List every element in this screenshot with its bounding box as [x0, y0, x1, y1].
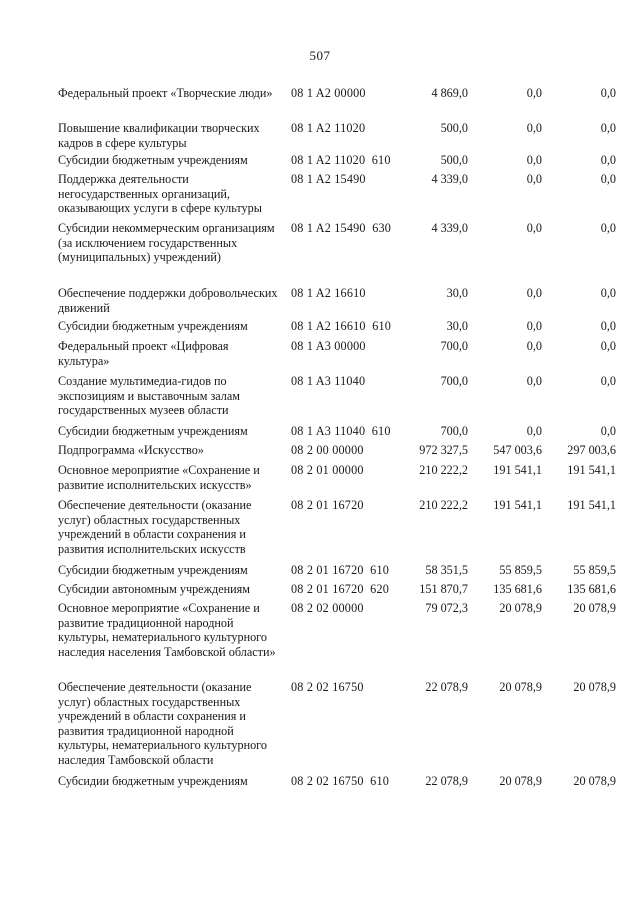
row-value-2: 20 078,9 — [499, 680, 542, 694]
row-value-1: 58 351,5 — [425, 563, 468, 577]
row-value-2: 20 078,9 — [499, 774, 542, 788]
row-value-2: 191 541,1 — [493, 463, 542, 477]
row-code: 08 2 02 16750 — [291, 680, 364, 694]
row-code: 08 1 A2 00000 — [291, 86, 366, 100]
row-value-1: 4 339,0 — [431, 172, 468, 186]
row-value-2: 0,0 — [526, 172, 542, 186]
row-value-3: 0,0 — [600, 153, 616, 167]
row-description: Федеральный проект «Цифровая культура» — [58, 339, 229, 368]
row-value-3: 55 859,5 — [573, 563, 616, 577]
row-code: 08 2 02 16750 610 — [291, 774, 390, 788]
row-description: Обеспечение поддержки добровольческих движений — [58, 286, 278, 315]
row-value-3: 20 078,9 — [573, 601, 616, 615]
row-value-2: 0,0 — [526, 319, 542, 333]
row-code: 08 2 01 16720 610 — [291, 563, 390, 577]
row-description: Подпрограмма «Искусство» — [58, 443, 204, 457]
row-code: 08 1 A2 16610 610 — [291, 319, 392, 333]
row-code: 08 2 01 00000 — [291, 463, 364, 477]
row-code: 08 2 02 00000 — [291, 601, 364, 615]
row-code: 08 1 A2 16610 — [291, 286, 366, 300]
row-code: 08 1 A3 00000 — [291, 339, 366, 353]
row-code: 08 1 A2 15490 — [291, 172, 366, 186]
row-value-3: 297 003,6 — [567, 443, 616, 457]
row-description: Субсидии бюджетным учреждениям — [58, 424, 248, 438]
row-value-3: 20 078,9 — [573, 774, 616, 788]
row-value-3: 0,0 — [600, 86, 616, 100]
row-value-3: 191 541,1 — [567, 498, 616, 512]
row-value-1: 700,0 — [440, 374, 468, 388]
row-value-2: 0,0 — [526, 121, 542, 135]
row-value-3: 0,0 — [600, 121, 616, 135]
row-description: Федеральный проект «Творческие люди» — [58, 86, 273, 100]
row-description: Субсидии бюджетным учреждениям — [58, 153, 248, 167]
row-value-3: 0,0 — [600, 374, 616, 388]
row-value-2: 0,0 — [526, 339, 542, 353]
row-value-1: 500,0 — [440, 153, 468, 167]
row-description: Основное мероприятие «Сохранение и развитие традиционной народной культуры, нематериального культурного наследия населения Тамбовской области» — [58, 601, 276, 659]
row-value-1: 500,0 — [440, 121, 468, 135]
row-value-3: 0,0 — [600, 172, 616, 186]
row-description: Обеспечение деятельности (оказание услуг) областных государственных учреждений в области сохранения и развития исполнительских искусств — [58, 498, 252, 556]
row-code: 08 1 A2 11020 — [291, 121, 366, 135]
row-value-3: 0,0 — [600, 286, 616, 300]
row-description: Поддержка деятельности негосударственных организаций, оказывающих услуги в сфере культуры — [58, 172, 262, 216]
row-value-2: 0,0 — [526, 153, 542, 167]
row-code: 08 2 01 16720 — [291, 498, 364, 512]
row-code: 08 1 A3 11040 610 — [291, 424, 391, 438]
row-description: Субсидии автономным учреждениям — [58, 582, 250, 596]
row-description: Создание мультимедиа-гидов по экспозициям и выставочным залам государственных музеев области — [58, 374, 241, 418]
row-value-1: 30,0 — [446, 319, 468, 333]
row-value-3: 0,0 — [600, 424, 616, 438]
row-value-1: 210 222,2 — [419, 463, 468, 477]
row-value-3: 191 541,1 — [567, 463, 616, 477]
row-value-2: 20 078,9 — [499, 601, 542, 615]
row-value-1: 700,0 — [440, 424, 468, 438]
row-code: 08 1 A3 11040 — [291, 374, 366, 388]
row-value-2: 55 859,5 — [499, 563, 542, 577]
row-description: Повышение квалификации творческих кадров в сфере культуры — [58, 121, 260, 150]
row-value-1: 151 870,7 — [419, 582, 468, 596]
row-value-3: 0,0 — [600, 221, 616, 235]
row-value-3: 0,0 — [600, 319, 616, 333]
row-description: Субсидии бюджетным учреждениям — [58, 774, 248, 788]
row-value-2: 0,0 — [526, 424, 542, 438]
row-value-1: 30,0 — [446, 286, 468, 300]
row-description: Обеспечение деятельности (оказание услуг) областных государственных учреждений в области сохранения и развития традиционной народной культуры, нематериального культурного наследия Тамбовской области — [58, 680, 267, 767]
row-value-2: 547 003,6 — [493, 443, 542, 457]
row-value-1: 4 339,0 — [431, 221, 468, 235]
row-value-2: 0,0 — [526, 286, 542, 300]
row-value-2: 0,0 — [526, 221, 542, 235]
row-value-1: 972 327,5 — [419, 443, 468, 457]
row-value-2: 135 681,6 — [493, 582, 542, 596]
row-value-1: 210 222,2 — [419, 498, 468, 512]
row-code: 08 2 00 00000 — [291, 443, 364, 457]
row-value-3: 135 681,6 — [567, 582, 616, 596]
row-value-3: 0,0 — [600, 339, 616, 353]
row-description: Субсидии бюджетным учреждениям — [58, 319, 248, 333]
row-code: 08 2 01 16720 620 — [291, 582, 390, 596]
row-value-1: 700,0 — [440, 339, 468, 353]
row-code: 08 1 A2 15490 630 — [291, 221, 392, 235]
page-number: 507 — [309, 48, 331, 63]
row-value-1: 4 869,0 — [431, 86, 468, 100]
row-value-2: 0,0 — [526, 86, 542, 100]
row-description: Основное мероприятие «Сохранение и развитие исполнительских искусств» — [58, 463, 260, 492]
row-value-1: 22 078,9 — [425, 680, 468, 694]
row-code: 08 1 A2 11020 610 — [291, 153, 391, 167]
row-description: Субсидии бюджетным учреждениям — [58, 563, 248, 577]
row-value-2: 191 541,1 — [493, 498, 542, 512]
row-value-2: 0,0 — [526, 374, 542, 388]
row-value-3: 20 078,9 — [573, 680, 616, 694]
row-description: Субсидии некоммерческим организациям (за исключением государственных (муниципальных) учреждений) — [58, 221, 275, 265]
row-value-1: 22 078,9 — [425, 774, 468, 788]
row-value-1: 79 072,3 — [425, 601, 468, 615]
